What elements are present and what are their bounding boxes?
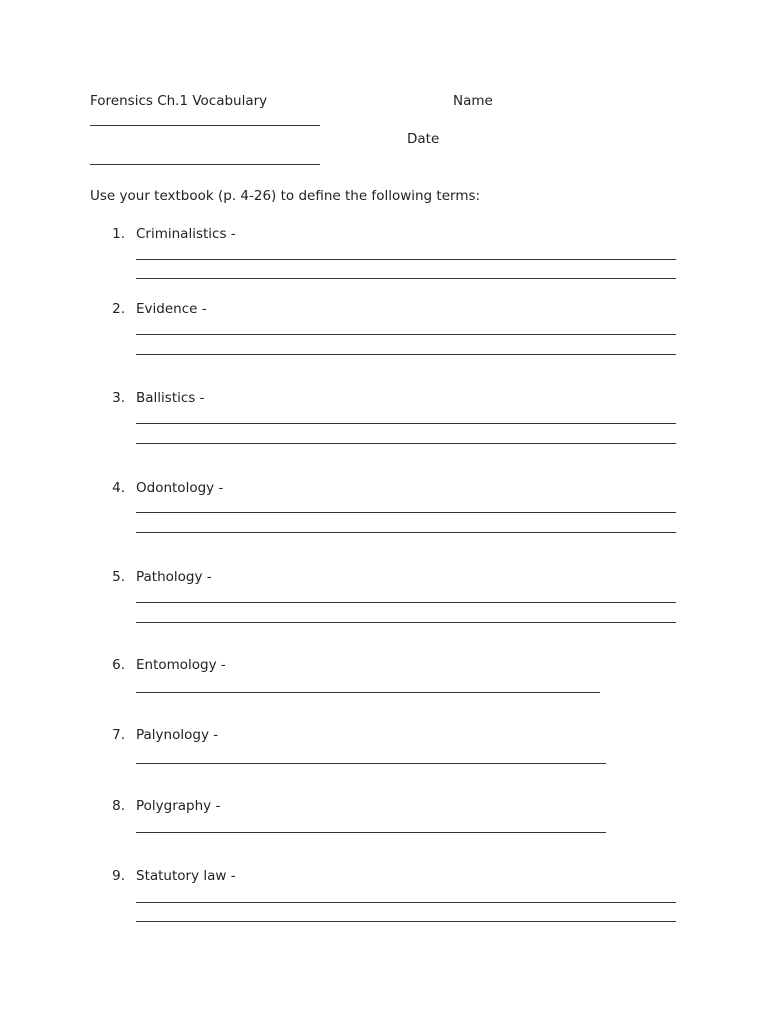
term-label: Statutory law - [136,868,236,884]
term-label: Odontology - [136,480,224,496]
answer-line[interactable] [136,423,676,424]
name-label: Name [453,93,493,109]
answer-line[interactable] [136,259,676,260]
term-label: Ballistics - [136,390,205,406]
answer-line[interactable] [136,832,606,833]
answer-line[interactable] [136,512,676,513]
answer-line[interactable] [136,692,600,693]
term-number: 2. [112,301,125,317]
instructions: Use your textbook (p. 4-26) to define the following terms: [90,188,481,204]
worksheet-title: Forensics Ch.1 Vocabulary [90,93,268,109]
term-label: Palynology - [136,727,219,743]
answer-line[interactable] [136,443,676,444]
answer-line[interactable] [136,763,606,764]
term-number: 6. [112,657,125,673]
date-blank-line[interactable] [90,164,320,165]
answer-line[interactable] [136,354,676,355]
answer-line[interactable] [136,334,676,335]
term-label: Pathology - [136,569,212,585]
term-label: Evidence - [136,301,207,317]
answer-line[interactable] [136,622,676,623]
answer-line[interactable] [136,532,676,533]
term-number: 1. [112,226,125,242]
name-blank-line[interactable] [90,125,320,126]
answer-line[interactable] [136,602,676,603]
term-label: Entomology - [136,657,226,673]
term-label: Polygraphy - [136,798,221,814]
term-number: 9. [112,868,125,884]
term-number: 7. [112,727,125,743]
answer-line[interactable] [136,278,676,279]
date-label: Date [407,131,440,147]
answer-line[interactable] [136,902,676,903]
term-number: 3. [112,390,125,406]
term-number: 4. [112,480,125,496]
term-number: 8. [112,798,125,814]
answer-line[interactable] [136,921,676,922]
term-number: 5. [112,569,125,585]
term-label: Criminalistics - [136,226,236,242]
